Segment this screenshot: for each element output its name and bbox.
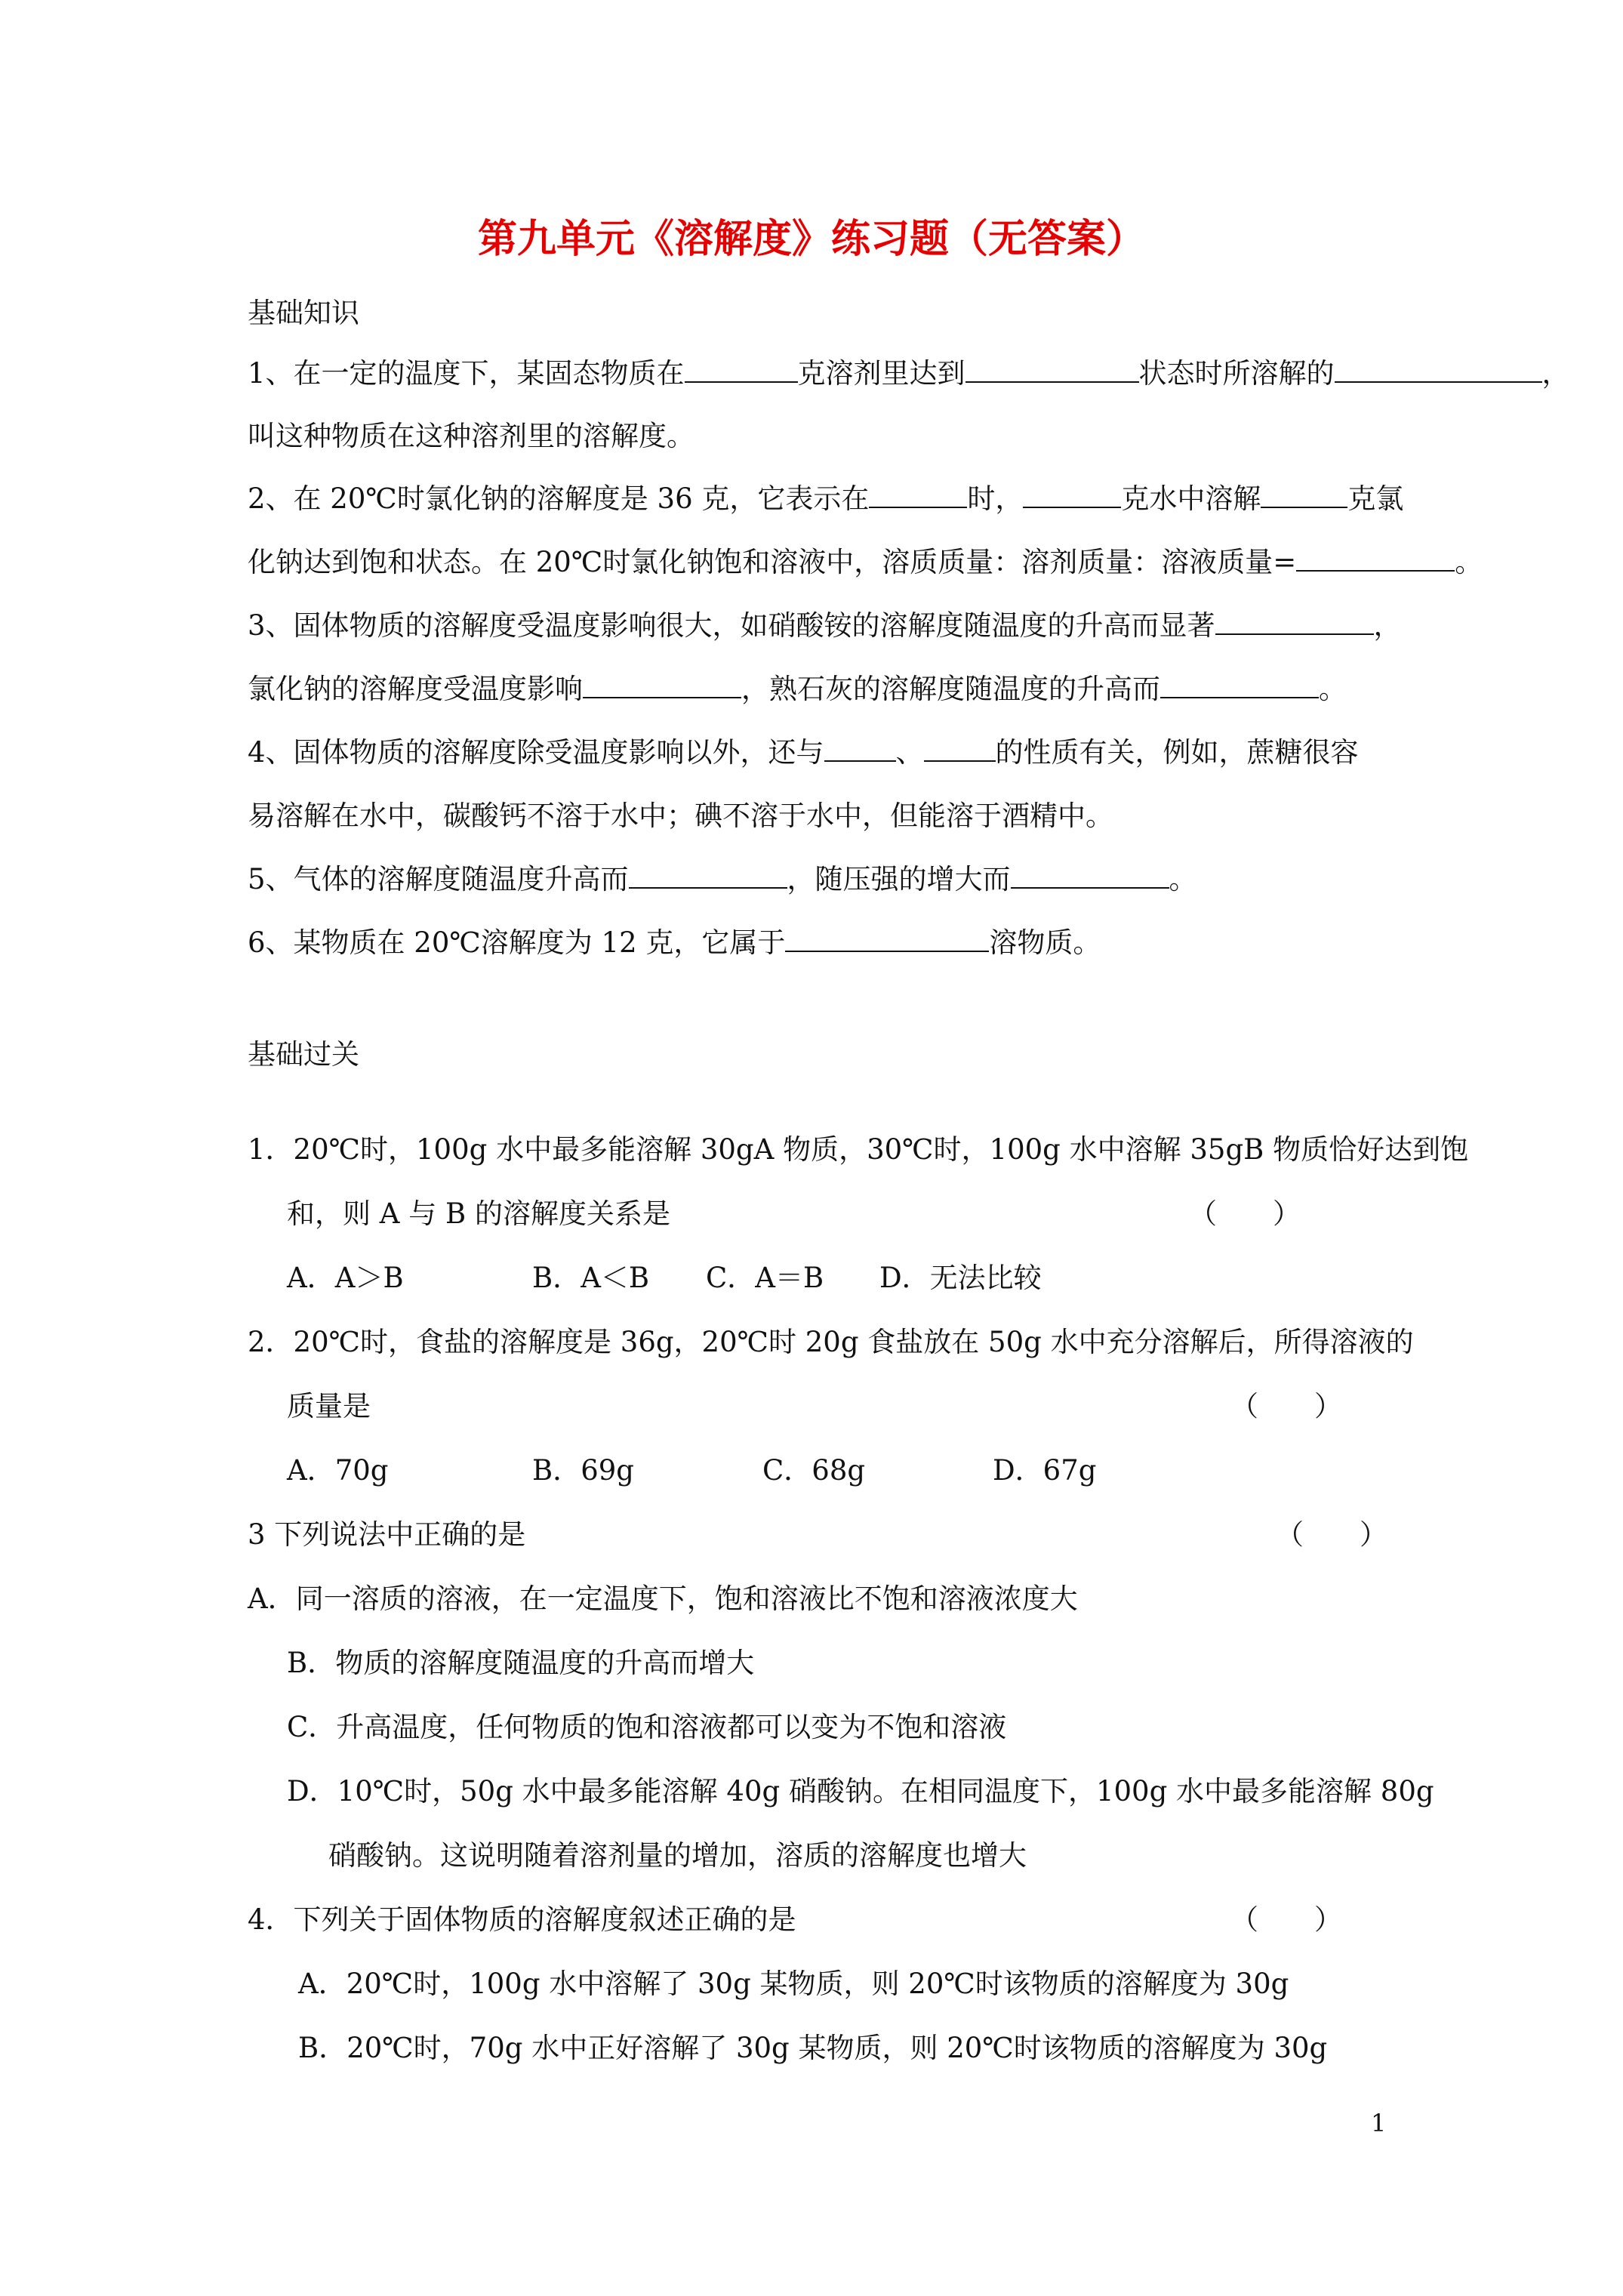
q2-text-1: 2、在 20℃时氯化钠的溶解度是 36 克，它表示在 (248, 482, 870, 515)
q2-blank-3 (1261, 481, 1347, 508)
q3-blank-1 (1215, 608, 1374, 635)
question-4-line-2: 易溶解在水中，碳酸钙不溶于水中；碘不溶于水中，但能溶于酒精中。 (248, 800, 1113, 832)
question-3-line-1 (248, 607, 1402, 645)
mc3-option-b: B．物质的溶解度随温度的升高而增大 (287, 1647, 755, 1679)
mc2-option-d: D．67g (993, 1454, 1097, 1487)
mc2-option-b: B．69g (532, 1454, 634, 1487)
q4-text-3: 的性质有关，例如，蔗糖很容 (995, 736, 1359, 769)
mc2-stem-line-1: 2．20℃时，食盐的溶解度是 36g，20℃时 20g 食盐放在 50g 水中充分溶解后，所得溶液的 (248, 1326, 1414, 1358)
mc3-stem: 3 下列说法中正确的是 (248, 1518, 526, 1551)
q2-blank-4 (1296, 544, 1455, 572)
question-6-line (248, 924, 1101, 962)
q2-blank-1 (869, 481, 967, 508)
q1-text-2: 克溶剂里达到 (797, 357, 965, 390)
question-2-line-2 (248, 544, 1483, 581)
q3-text-4: ，熟石灰的溶解度随温度的升高而 (741, 673, 1160, 705)
q3-blank-2 (583, 671, 741, 698)
mc2-option-a: A．70g (287, 1454, 389, 1487)
q3-text-1: 3、固体物质的溶解度受温度影响很大，如硝酸铵的溶解度随温度的升高而显著 (248, 609, 1215, 642)
q2-text-5: 化钠达到饱和状态。在 20℃时氯化钠饱和溶液中，溶质质量：溶剂质量：溶液质量= (248, 546, 1297, 578)
q6-text-1: 6、某物质在 20℃溶解度为 12 克，它属于 (248, 926, 786, 959)
mc3-option-c: C．升高温度，任何物质的饱和溶液都可以变为不饱和溶液 (287, 1711, 1007, 1743)
q5-text-2: ，随压强的增大而 (787, 863, 1011, 895)
q3-text-2: ， (1373, 609, 1402, 642)
mc1-option-b: B．A＜B (532, 1262, 650, 1294)
q1-blank-3 (1335, 356, 1542, 383)
q1-blank-2 (965, 356, 1139, 383)
q1-text-1: 1、在一定的温度下，某固态物质在 (248, 357, 685, 390)
q3-text-3: 氯化钠的溶解度受温度影响 (248, 673, 583, 705)
mc3-option-a: A．同一溶质的溶液，在一定温度下，饱和溶液比不饱和溶液浓度大 (248, 1583, 1078, 1615)
q2-text-4: 克氯 (1347, 482, 1404, 515)
q5-blank-1 (629, 861, 787, 889)
q5-text-3: 。 (1169, 863, 1197, 895)
q4-text-2: 、 (895, 736, 924, 769)
q2-text-2: 时， (967, 482, 1024, 515)
mc1-option-a: A．A＞B (287, 1262, 404, 1294)
question-2-line-1 (248, 480, 1403, 518)
q1-text-3: 状态时所溶解的 (1138, 357, 1335, 390)
q5-blank-2 (1011, 861, 1169, 889)
question-4-line-1 (248, 734, 1359, 772)
mc2-answer-paren: （ ） (1230, 1390, 1342, 1422)
q2-text-3: 克水中溶解 (1121, 482, 1261, 515)
q4-blank-1 (824, 735, 896, 762)
q6-text-2: 溶物质。 (989, 926, 1101, 959)
q1-blank-1 (685, 356, 798, 383)
q2-text-6: 。 (1455, 546, 1483, 578)
mc4-option-a: A．20℃时，100g 水中溶解了 30g 某物质，则 20℃时该物质的溶解度为 30g (298, 1968, 1289, 2000)
question-3-line-2 (248, 670, 1347, 708)
mc1-stem-line-1: 1．20℃时，100g 水中最多能溶解 30gA 物质，30℃时，100g 水中溶解 35gB 物质恰好达到饱 (248, 1133, 1469, 1166)
q2-blank-2 (1023, 481, 1121, 508)
mc1-stem-line-2: 和，则 A 与 B 的溶解度关系是 (287, 1197, 670, 1230)
q6-blank-1 (785, 925, 989, 952)
q5-text-1: 5、气体的溶解度随温度升高而 (248, 863, 629, 895)
mc3-option-d-line-2: 硝酸钠。这说明随着溶剂量的增加，溶质的溶解度也增大 (328, 1839, 1027, 1872)
page-title: 第九单元《溶解度》练习题（无答案） (477, 217, 1145, 262)
q3-text-5: 。 (1319, 673, 1347, 705)
mc4-answer-paren: （ ） (1230, 1903, 1342, 1936)
mc1-option-d: D．无法比较 (879, 1262, 1042, 1294)
mc4-stem: 4．下列关于固体物质的溶解度叙述正确的是 (248, 1903, 796, 1936)
q1-text-4: ， (1541, 357, 1570, 390)
page-number: 1 (1371, 2109, 1387, 2137)
mc1-option-c: C．A＝B (706, 1262, 824, 1294)
question-5-line (248, 861, 1197, 898)
question-1-line-2: 叫这种物质在这种溶剂里的溶解度。 (248, 420, 694, 452)
mc3-option-d-line-1: D．10℃时，50g 水中最多能溶解 40g 硝酸钠。在相同温度下，100g 水中最多能溶解 80g (287, 1775, 1434, 1808)
mc4-option-b: B．20℃时，70g 水中正好溶解了 30g 某物质，则 20℃时该物质的溶解度为 30g (298, 2032, 1328, 2064)
q3-blank-3 (1160, 671, 1319, 698)
mc2-option-c: C．68g (762, 1454, 866, 1487)
mc3-answer-paren: （ ） (1276, 1518, 1387, 1551)
question-1-line-1 (248, 355, 1570, 393)
q4-text-1: 4、固体物质的溶解度除受温度影响以外，还与 (248, 736, 824, 769)
q4-blank-2 (924, 735, 996, 762)
section-heading-practice: 基础过关 (248, 1038, 359, 1071)
mc1-answer-paren: （ ） (1189, 1197, 1301, 1230)
mc2-stem-line-2: 质量是 (287, 1390, 371, 1422)
section-heading-basics: 基础知识 (248, 297, 359, 329)
